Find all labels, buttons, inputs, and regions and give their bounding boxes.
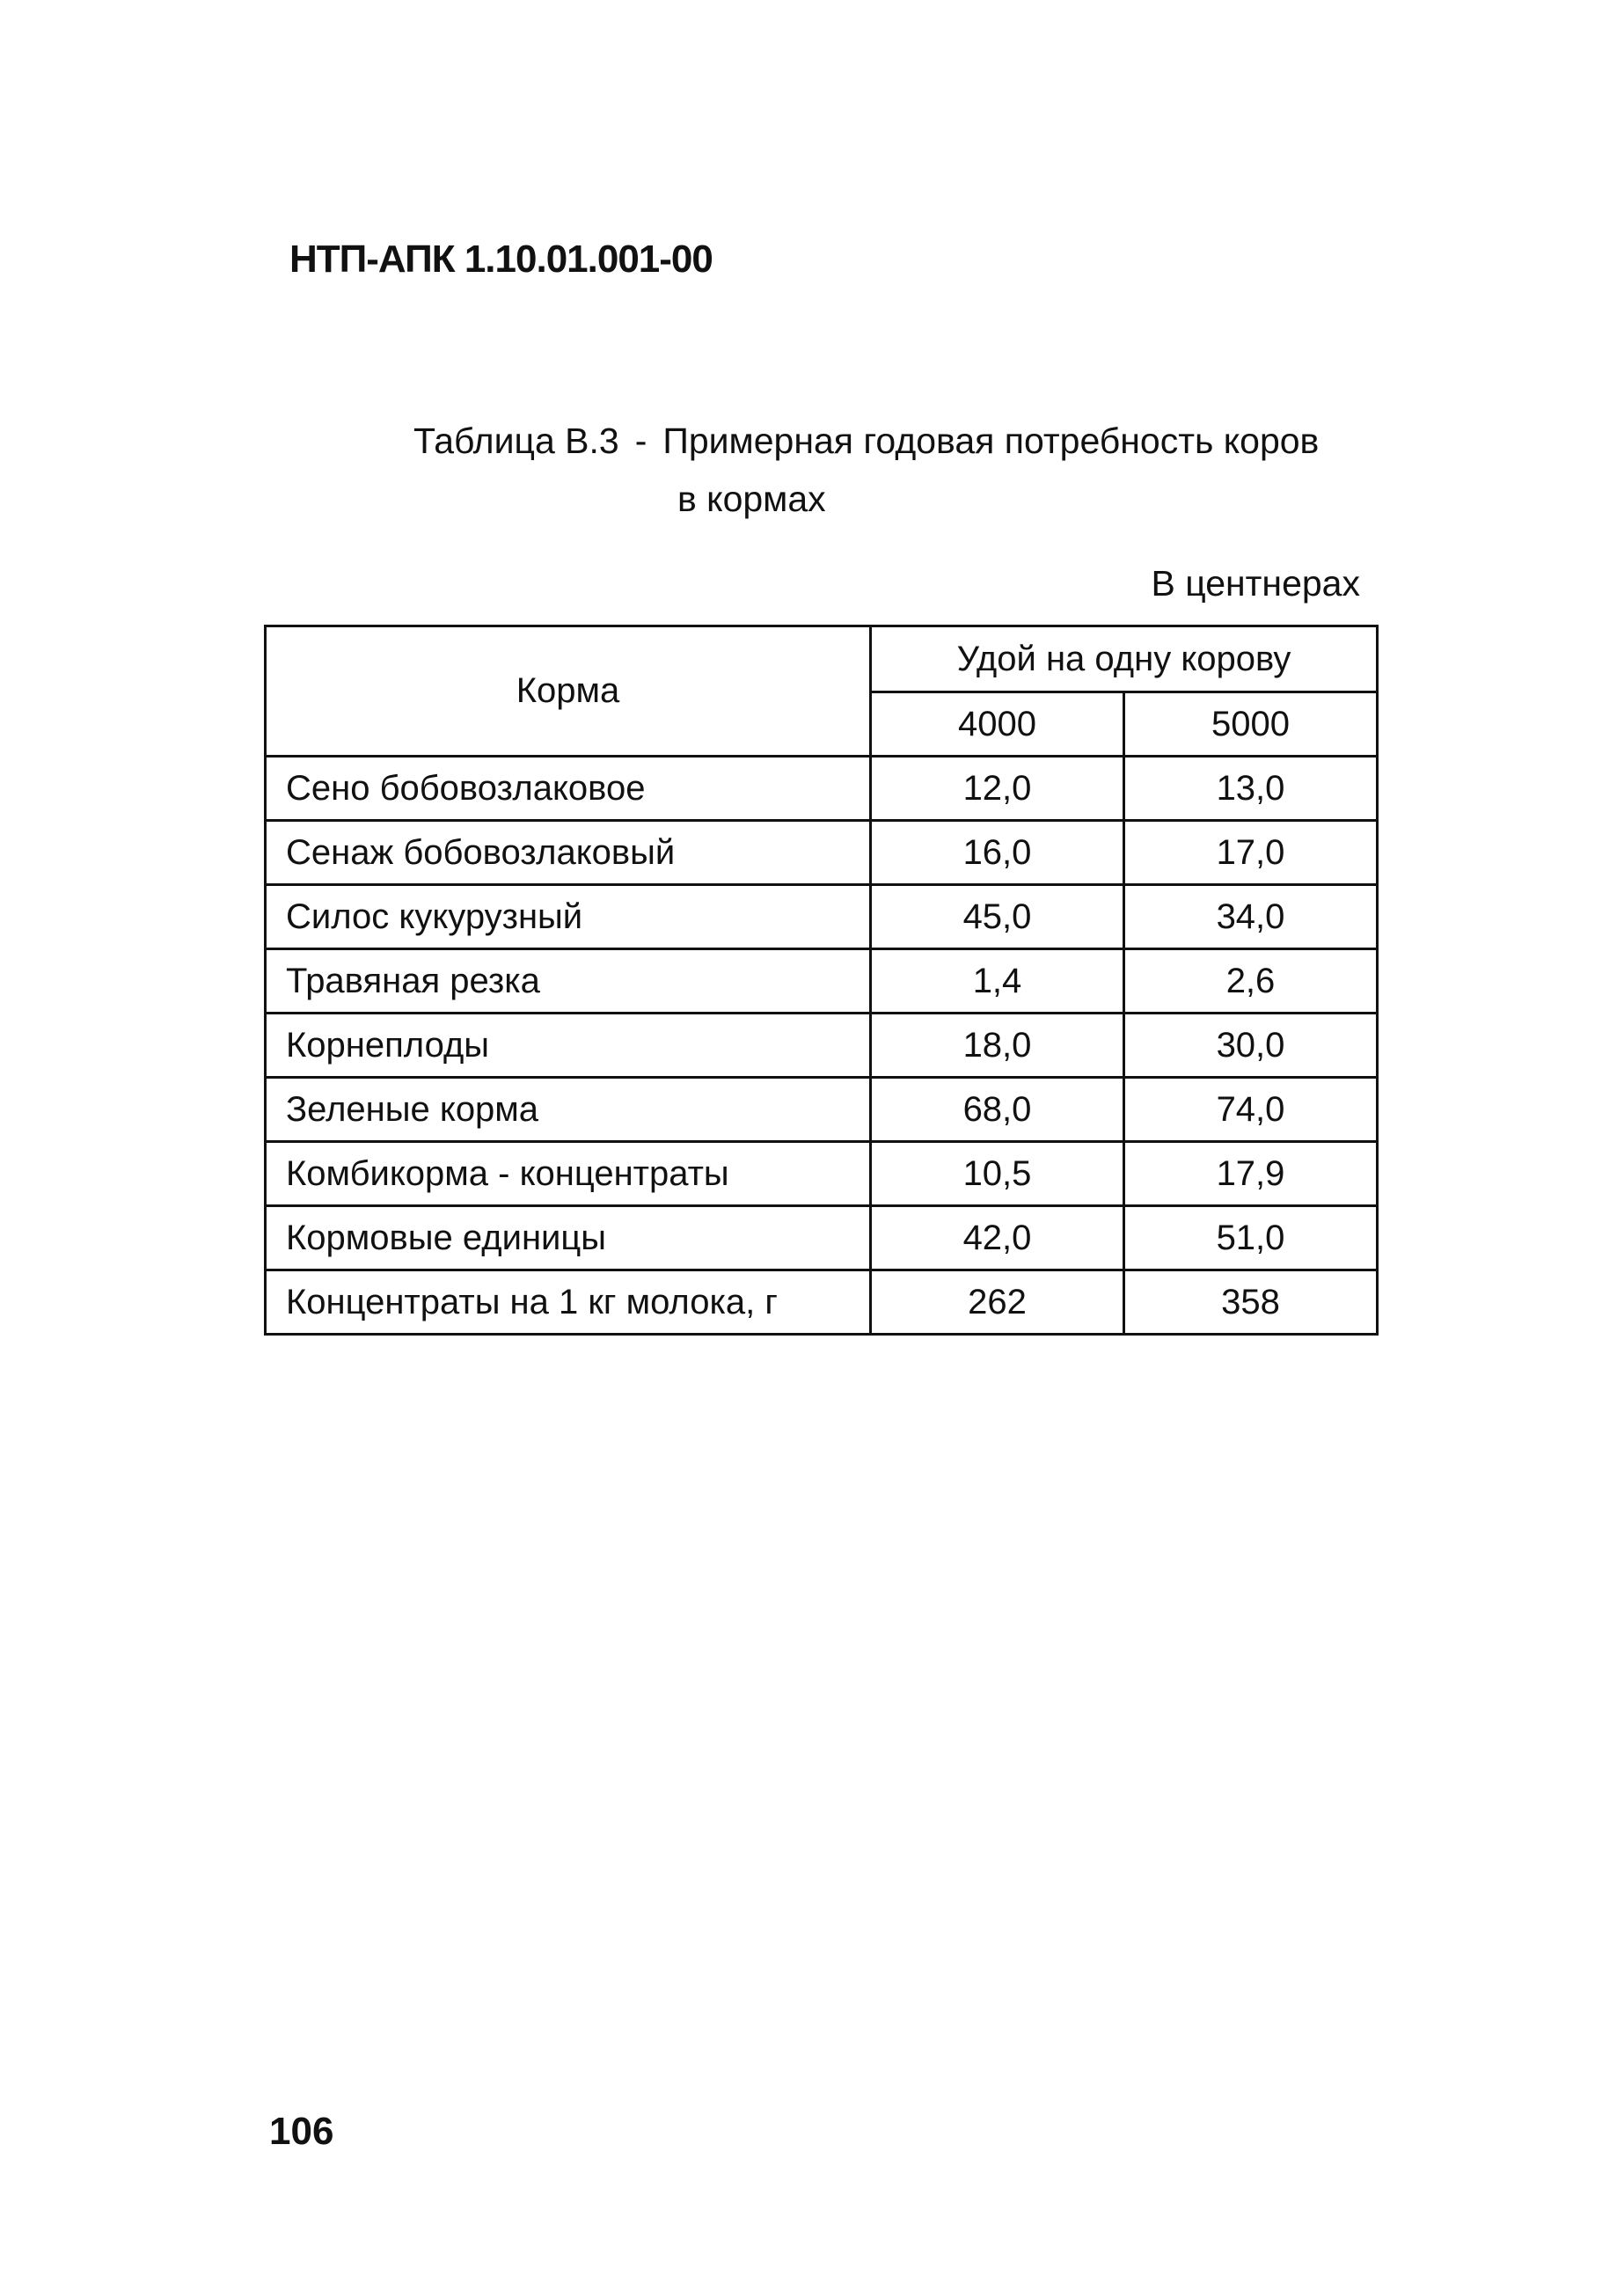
row-value-5000: 17,9 bbox=[1124, 1142, 1378, 1206]
row-feed-name: Корнеплоды bbox=[266, 1014, 871, 1078]
row-value-4000: 262 bbox=[871, 1270, 1124, 1335]
header-yield-4000: 4000 bbox=[871, 692, 1124, 757]
row-value-5000: 17,0 bbox=[1124, 821, 1378, 885]
row-feed-name: Силос кукурузный bbox=[266, 885, 871, 949]
header-milk-yield-group: Удой на одну корову bbox=[871, 626, 1378, 692]
row-value-4000: 1,4 bbox=[871, 949, 1124, 1014]
row-value-4000: 68,0 bbox=[871, 1078, 1124, 1142]
row-value-4000: 16,0 bbox=[871, 821, 1124, 885]
row-value-5000: 34,0 bbox=[1124, 885, 1378, 949]
feed-requirements-table bbox=[264, 625, 1379, 1336]
table-caption-title-line2: в кормах bbox=[677, 479, 826, 519]
row-value-5000: 2,6 bbox=[1124, 949, 1378, 1014]
row-feed-name: Зеленые корма bbox=[266, 1078, 871, 1142]
row-feed-name: Сено бобовозлаковое bbox=[266, 757, 871, 821]
row-feed-name: Комбикорма - концентраты bbox=[266, 1142, 871, 1206]
row-value-5000: 51,0 bbox=[1124, 1206, 1378, 1270]
row-value-5000: 74,0 bbox=[1124, 1078, 1378, 1142]
header-yield-5000: 5000 bbox=[1124, 692, 1378, 757]
row-value-4000: 45,0 bbox=[871, 885, 1124, 949]
row-value-4000: 12,0 bbox=[871, 757, 1124, 821]
row-feed-name: Кормовые единицы bbox=[266, 1206, 871, 1270]
table-row bbox=[266, 1014, 1378, 1078]
row-feed-name: Концентраты на 1 кг молока, г bbox=[266, 1270, 871, 1335]
table-caption-dash: - bbox=[634, 421, 647, 461]
table-caption-title-line1: Примерная годовая потребность коров bbox=[662, 421, 1320, 461]
table-row bbox=[266, 949, 1378, 1014]
table-row bbox=[266, 757, 1378, 821]
page-number: 106 bbox=[269, 2110, 334, 2153]
table-row bbox=[266, 1270, 1378, 1335]
table-header-row bbox=[266, 626, 1378, 692]
row-value-5000: 30,0 bbox=[1124, 1014, 1378, 1078]
row-feed-name: Травяная резка bbox=[266, 949, 871, 1014]
row-value-4000: 42,0 bbox=[871, 1206, 1124, 1270]
table-row bbox=[266, 1142, 1378, 1206]
header-feed: Корма bbox=[266, 626, 871, 757]
row-value-4000: 18,0 bbox=[871, 1014, 1124, 1078]
row-feed-name: Сенаж бобовозлаковый bbox=[266, 821, 871, 885]
table-row bbox=[266, 1206, 1378, 1270]
document-code: НТП-АПК 1.10.01.001-00 bbox=[289, 238, 713, 281]
table-row bbox=[266, 821, 1378, 885]
table-caption bbox=[413, 412, 1319, 528]
table-row bbox=[266, 1078, 1378, 1142]
row-value-5000: 13,0 bbox=[1124, 757, 1378, 821]
table-caption-label: Таблица В.3 bbox=[413, 421, 619, 461]
table-row bbox=[266, 885, 1378, 949]
units-note: В центнерах bbox=[1151, 563, 1360, 604]
row-value-4000: 10,5 bbox=[871, 1142, 1124, 1206]
row-value-5000: 358 bbox=[1124, 1270, 1378, 1335]
